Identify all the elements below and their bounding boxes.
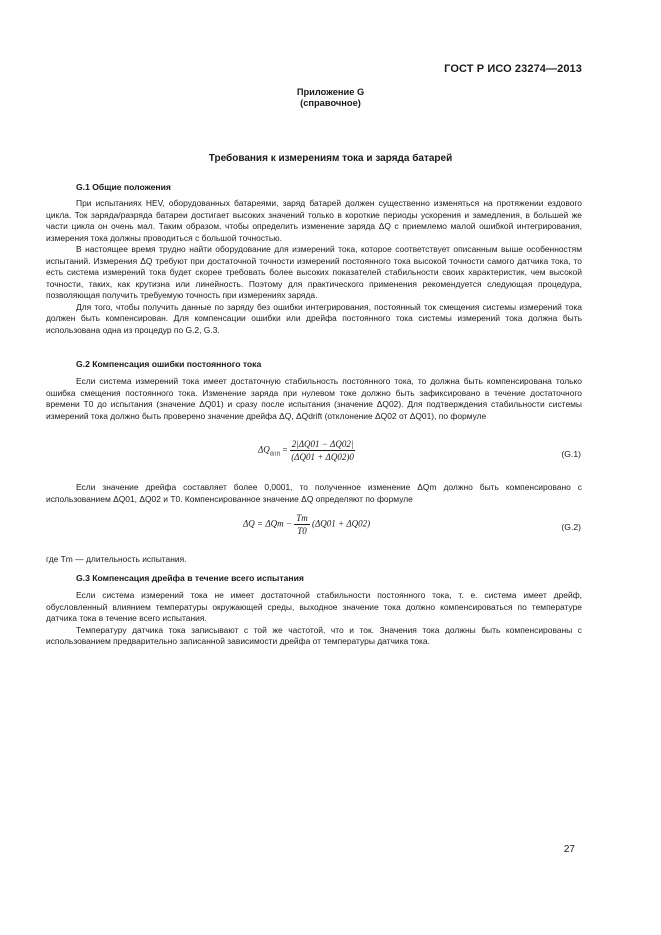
section-g1-heading: G.1 Общие положения: [76, 182, 171, 192]
paragraph: В настоящее время трудно найти оборудование для измерений тока, которое соответствует описанным выше особенностям испытаний. Измерения ΔQ требуют при достаточной точности измерений постоянного тока высокой точности самого датчика тока, то есть система измерений тока будет скорее требовать более высоких показателей стабильности своих характеристик, чем высокой точности, таких, как крутизна или линейность. Поэтому для практического применения рекомендуется следующая процедура, позволяющая получить требуемую точность при измерениях заряда.: [46, 244, 582, 300]
paragraph: Температуру датчика тока записывают с той же частотой, что и ток. Значения тока должны быть компенсированы с использованием предварительно записанной зависимости дрейфа от температуры датчика тока.: [46, 624, 582, 646]
paragraph: Если значение дрейфа составляет более 0,0001, то полученное изменение ΔQm должно быть компенсировано с использованием ΔQ01, ΔQ02 и T0. Компенсированное значение ΔQ определяют по формуле: [46, 482, 582, 504]
section-g3-heading: G.3 Компенсация дрейфа в течение всего испытания: [76, 573, 304, 583]
paragraph: При испытаниях HEV, оборудованных батареями, заряд батарей должен существенно изменяться на протяжении ездового цикла. Ток заряда/разряда батареи достигает высоких значений только в короткие периоды ускорения и замедления, в большей же части цикла он очень мал. Таким образом, чтобы определить изменение заряда ΔQ с приемлемо малой ошибкой интегрирования, измерения тока должны проводиться с большой точностью.: [46, 198, 582, 243]
page-number: 27: [563, 844, 575, 855]
section-g1-body: [46, 198, 582, 336]
formula-fraction: [294, 513, 310, 536]
formula-g1: [258, 439, 355, 462]
paragraph: Если система измерений тока не имеет достаточной стабильности постоянного тока, т. е. система имеет дрейф, обусловленный влиянием температуры окружающей среды, выходное значение тока должно компенсироваться по температуре датчика тока в течение всего испытания.: [46, 590, 582, 623]
paragraph: Если система измерений тока имеет достаточную стабильность постоянного тока, то должна быть компенсирована только ошибка смещения постоянного тока. Изменение заряда при нулевом токе должно быть зафиксировано в течение достаточного времени T0 до испытания (значение ΔQ01) и сразу после испытания (значение ΔQ02). Для подтверждения стабильности системы измерений тока должно быть проверено значение дрейфа ΔQ, ΔQdrift (отклонение ΔQ02 от ΔQ01), по формуле: [46, 376, 582, 421]
section-g2-body-2: [46, 482, 582, 505]
formula-numerator: Tm: [296, 513, 308, 523]
main-title: Требования к измерениям тока и заряда батарей: [208, 153, 453, 164]
formula-lhs-sub: drift: [269, 451, 281, 458]
standard-header: ГОСТ Р ИСО 23274—2013: [444, 63, 582, 75]
formula-g2: [243, 513, 370, 536]
formula-lhs: ΔQ = ΔQm −: [243, 518, 292, 529]
formula-numerator: 2|ΔQ01 − ΔQ02|: [291, 439, 354, 449]
paragraph: Для того, чтобы получить данные по заряду без ошибки интегрирования, постоянный ток смещения системы измерений тока должен быть компенсирован. Для компенсации ошибки или дрейфа постоянного тока системы измерений тока должна быть использована одна из процедур по G.2, G.3.: [46, 301, 582, 335]
formula-fraction: [290, 439, 356, 462]
formula-relation: =: [282, 444, 288, 455]
annex-subtitle: (справочное): [300, 98, 361, 108]
formula-number: (G.2): [561, 522, 581, 532]
formula-lhs: ΔQ: [258, 444, 270, 455]
where-text: где Tm — длительность испытания.: [46, 554, 187, 564]
where-clause: [46, 554, 582, 566]
formula-number: (G.1): [561, 449, 581, 459]
section-g2-body: [46, 376, 582, 422]
section-g3-body: [46, 590, 582, 648]
formula-denominator: T0: [297, 526, 307, 536]
section-g2-heading: G.2 Компенсация ошибки постоянного тока: [76, 359, 262, 369]
formula-tail: (ΔQ01 + ΔQ02): [311, 518, 371, 529]
annex-title: Приложение G: [296, 87, 365, 97]
formula-denominator: (ΔQ01 + ΔQ02)0: [291, 452, 354, 462]
